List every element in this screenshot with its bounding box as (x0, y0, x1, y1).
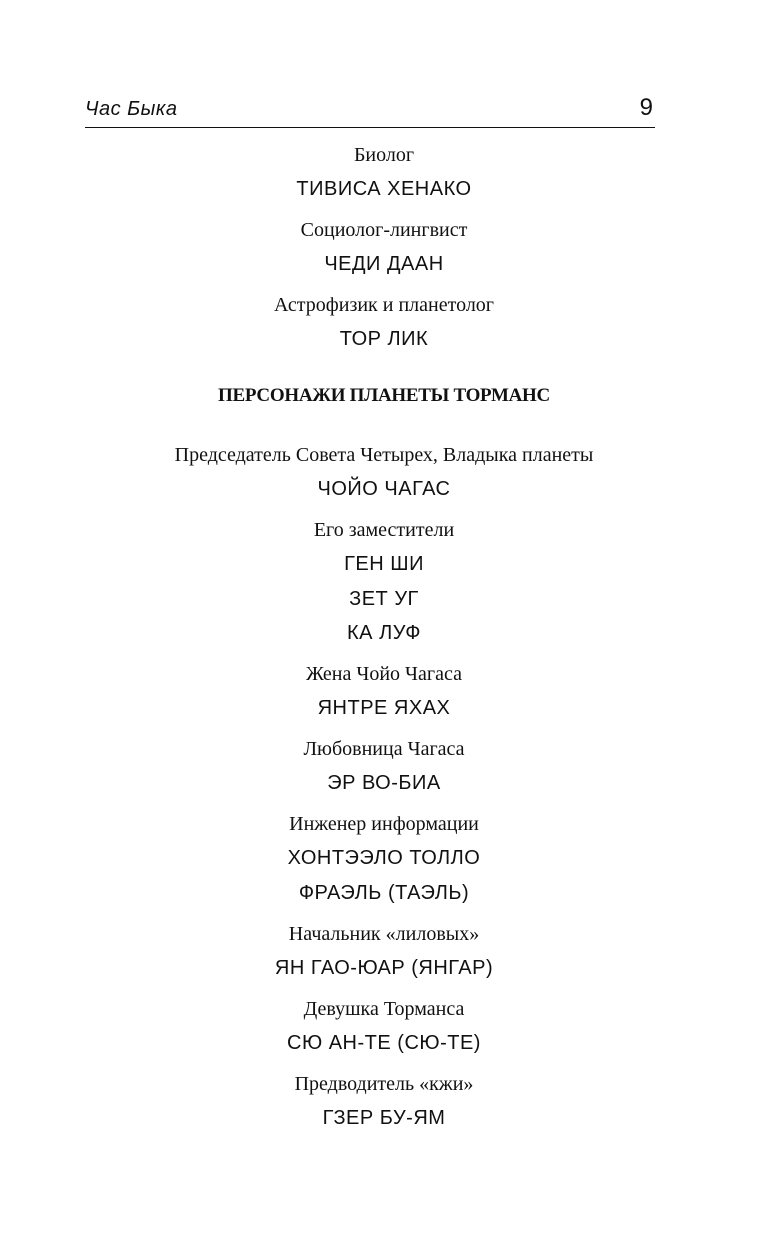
character-name: ГЗЕР БУ-ЯМ (322, 1107, 446, 1129)
character-name: ТИВИСА ХЕНАКО (296, 178, 472, 200)
role-label: Девушка Торманса (303, 998, 465, 1020)
character-name: ЗЕТ УГ (349, 588, 419, 610)
role-label: Жена Чойо Чагаса (305, 663, 462, 685)
character-name: ЭР ВО-БИА (327, 772, 441, 794)
character-name: СЮ АН-ТЕ (СЮ-ТЕ) (287, 1032, 481, 1054)
role-label: Биолог (353, 144, 415, 166)
character-name: ХОНТЭЭЛО ТОЛЛО (287, 847, 481, 869)
role-label: Астрофизик и планетолог (273, 294, 495, 316)
character-name: ЧОЙО ЧАГАС (317, 478, 451, 500)
page-number: 9 (639, 94, 653, 121)
role-label: Начальник «лиловых» (288, 923, 480, 945)
character-name: ЧЕДИ ДААН (324, 253, 444, 275)
character-name: ФРАЭЛЬ (ТАЭЛЬ) (298, 882, 470, 904)
role-label: Инженер информации (289, 813, 479, 835)
header-rule (85, 127, 655, 128)
book-title: Час Быка (85, 98, 178, 120)
character-name: ЯН ГАО-ЮАР (ЯНГАР) (274, 957, 494, 979)
character-name: КА ЛУФ (347, 622, 421, 644)
character-name: ГЕН ШИ (344, 553, 424, 575)
role-label: Председатель Совета Четырех, Владыка планеты (174, 444, 594, 466)
role-label: Предводитель «кжи» (294, 1073, 474, 1095)
role-label: Любовница Чагаса (303, 738, 465, 760)
character-name: ЯНТРЕ ЯХАХ (317, 697, 451, 719)
character-name: ТОР ЛИК (339, 328, 429, 350)
role-label: Социолог-лингвист (300, 219, 468, 241)
role-label: Его заместители (313, 519, 455, 541)
section-heading: ПЕРСОНАЖИ ПЛАНЕТЫ ТОРМАНС (218, 385, 550, 406)
